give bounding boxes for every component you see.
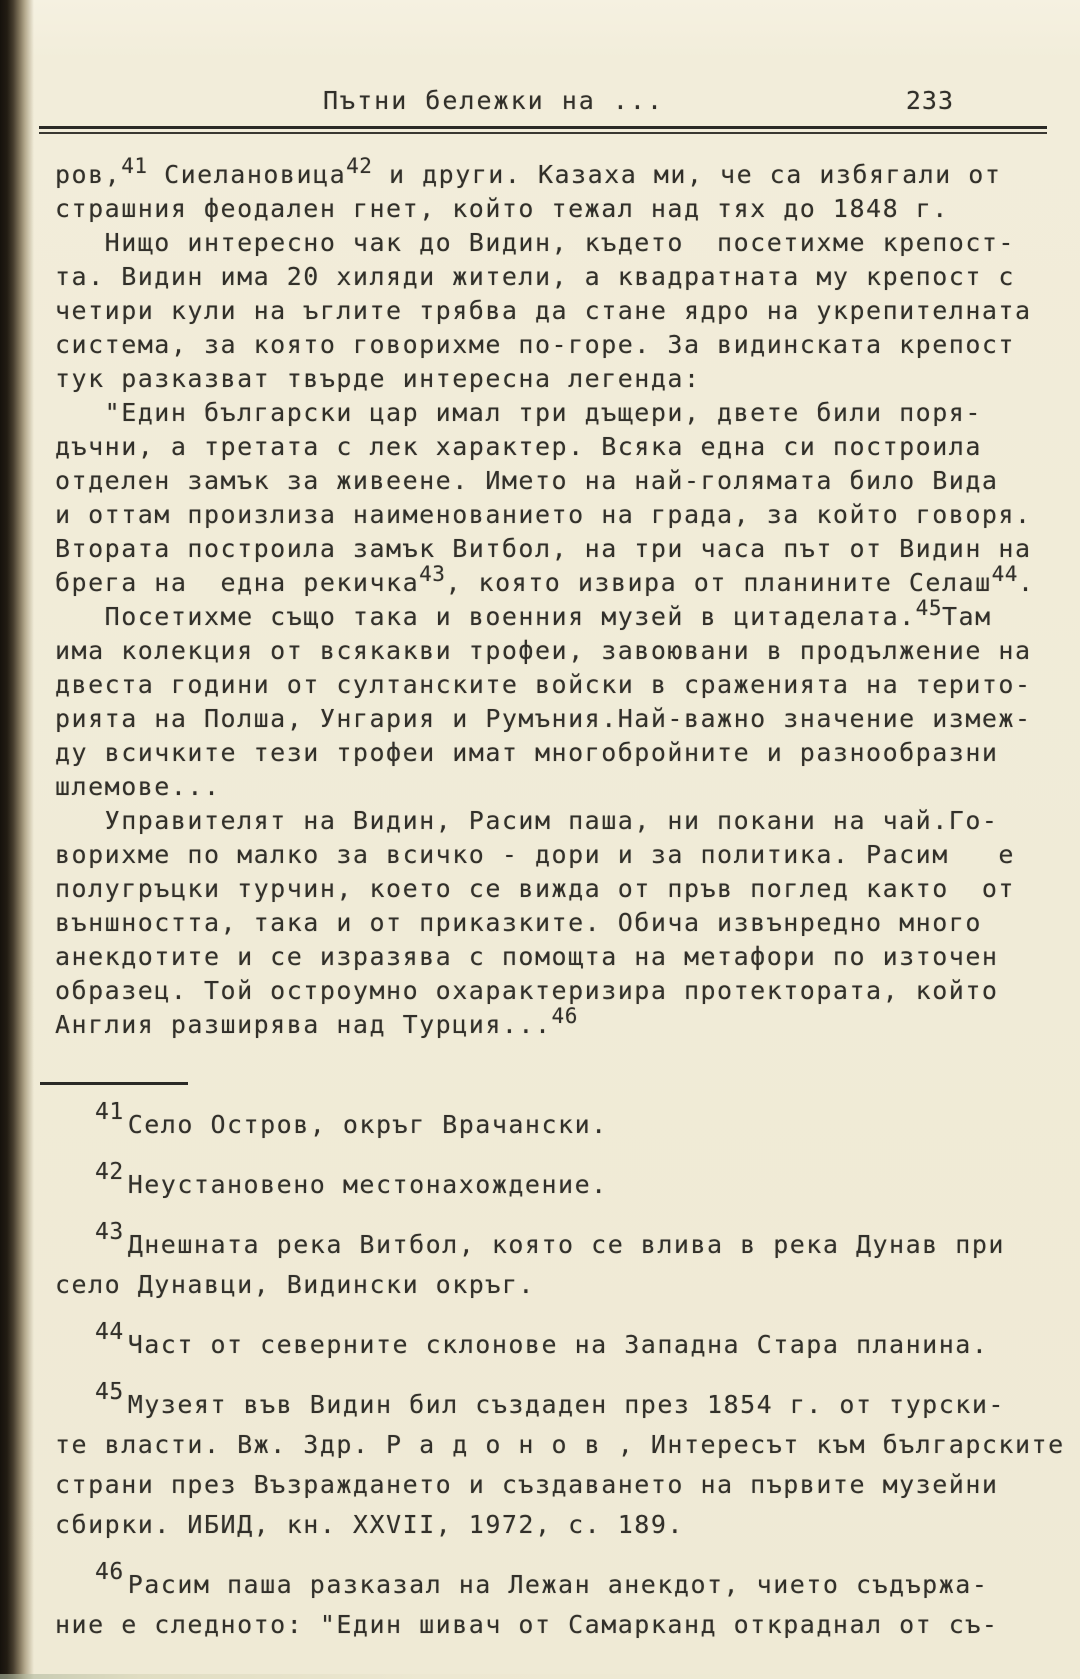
footnote-line: 42 Неустановено местонахождение. (95, 1159, 608, 1199)
footnote (55, 1159, 1050, 1205)
footnote-number: 46 (95, 1559, 124, 1585)
footnote-line: 45 Музеят във Видин бил създаден през 1854 г. от турски- (95, 1379, 1005, 1419)
footnote-number: 44 (95, 1319, 124, 1345)
text-line: брега на една рекичка$^{43}$, която извира от планините Селаш$^{44}$. (55, 562, 1035, 597)
page-number: 233 (905, 86, 954, 115)
book-binding-shadow (0, 0, 34, 1679)
footnote-line: страни през Възраждането и създаването на първите музейни (55, 1470, 999, 1499)
footnote-number: 43 (95, 1219, 124, 1245)
footnote-line: 41 Село Остров, окръг Врачански. (95, 1099, 608, 1139)
text-line: страшния феодален гнет, който тежал над тях до 1848 г. (55, 194, 949, 223)
text-line: система, за която говорихме по-горе. За видинската крепост (55, 330, 1015, 359)
text-line: дъчни, а третата с лек характер. Всяка една си построила (55, 432, 982, 461)
running-header (55, 86, 1050, 118)
text-line: Управителят на Видин, Расим паша, ни покани на чай.Го- (55, 806, 999, 835)
footnote-line: 44 Част от северните склонове на Западна Стара планина. (95, 1319, 989, 1359)
text-line: ду всичките тези трофеи имат многобройните и разнообразни (55, 738, 999, 767)
text-line: тук разказват твърде интересна легенда: (55, 364, 701, 393)
text-line: образец. Той остроумно охарактеризира протектората, който (55, 976, 999, 1005)
footnote-ref: 46 (551, 1004, 578, 1028)
footnote-ref: 44 (991, 562, 1018, 586)
text-line: рията на Полша, Унгария и Румъния.Най-важно значение измеж- (55, 704, 1032, 733)
footnote (55, 1319, 1050, 1365)
footnote-line: село Дунавци, Видински окръг. (55, 1270, 535, 1299)
footnote-line: 43 Днешната река Витбол, която се влива в река Дунав при (95, 1219, 1005, 1259)
text-line: отделен замък за живеене. Името на най-голямата било Вида (55, 466, 999, 495)
text-line: ров,$^{41}$ Сиелановица$^{42}$ и други. Казаха ми, че са избягали от (55, 154, 1002, 189)
footnote (55, 1099, 1050, 1145)
text-line: та. Видин има 20 хиляди жители, а квадратната му крепост с (55, 262, 1015, 291)
footnote-line: ние е следното: "Един шивач от Самарканд откраднал от съ- (55, 1610, 999, 1639)
text-line: анекдотите и се изразява с помощта на метафори по източен (55, 942, 999, 971)
footnote-separator (40, 1082, 188, 1085)
text-line: има колекция от всякакви трофеи, завоювани в продължение на (55, 636, 1032, 665)
running-header-title: Пътни бележки на ... (323, 86, 665, 115)
footnote-ref: 43 (419, 562, 446, 586)
text-line: и оттам произлиза наименованието на града, за който говоря. (55, 500, 1032, 529)
page-content (55, 0, 1065, 1645)
text-line: Англия разширява над Турция...$^{46}$ (55, 1004, 578, 1039)
text-line: полугръцки турчин, което се вижда от пръв поглед както от (55, 874, 1015, 903)
footnote-line: 46 Расим паша разказал на Лежан анекдот, чието съдържа- (95, 1559, 989, 1599)
footnote (55, 1559, 1050, 1645)
text-line: Посетихме също така и военния музей в цитаделата.$^{45}$Там (55, 596, 992, 631)
footnote (55, 1219, 1050, 1305)
footnote-ref: 42 (346, 154, 373, 178)
text-line: четири кули на ъглите трябва да стане ядро на укрепителната (55, 296, 1032, 325)
footnote-ref: 41 (121, 154, 148, 178)
footnotes-section (55, 1099, 1065, 1645)
footnote-number: 42 (95, 1159, 124, 1185)
footnote-ref: 45 (915, 596, 942, 620)
text-line: шлемове... (55, 772, 221, 801)
header-rule (39, 126, 1047, 134)
text-line: ворихме по малко за всичко - дори и за политика. Расим е (55, 840, 1015, 869)
text-line: "Един български цар имал три дъщери, двете били поря- (55, 398, 982, 427)
text-line: двеста години от султанските войски в сраженията на терито- (55, 670, 1032, 699)
footnote-line: те власти. Вж. Здр. Р а д о н о в , Интересът към българските (55, 1430, 1065, 1459)
footnote (55, 1379, 1065, 1545)
footnote-number: 45 (95, 1379, 124, 1405)
footnote-line: сбирки. ИБИД, кн. XXVII, 1972, с. 189. (55, 1510, 684, 1539)
body-text (55, 154, 1050, 1042)
text-line: Втората построила замък Витбол, на три часа път от Видин на (55, 534, 1032, 563)
text-line: външността, така и от приказките. Обича извънредно много (55, 908, 982, 937)
page-bottom-edge (0, 1674, 1080, 1679)
footnote-number: 41 (95, 1099, 124, 1125)
text-line: Нищо интересно чак до Видин, където посетихме крепост- (55, 228, 1015, 257)
